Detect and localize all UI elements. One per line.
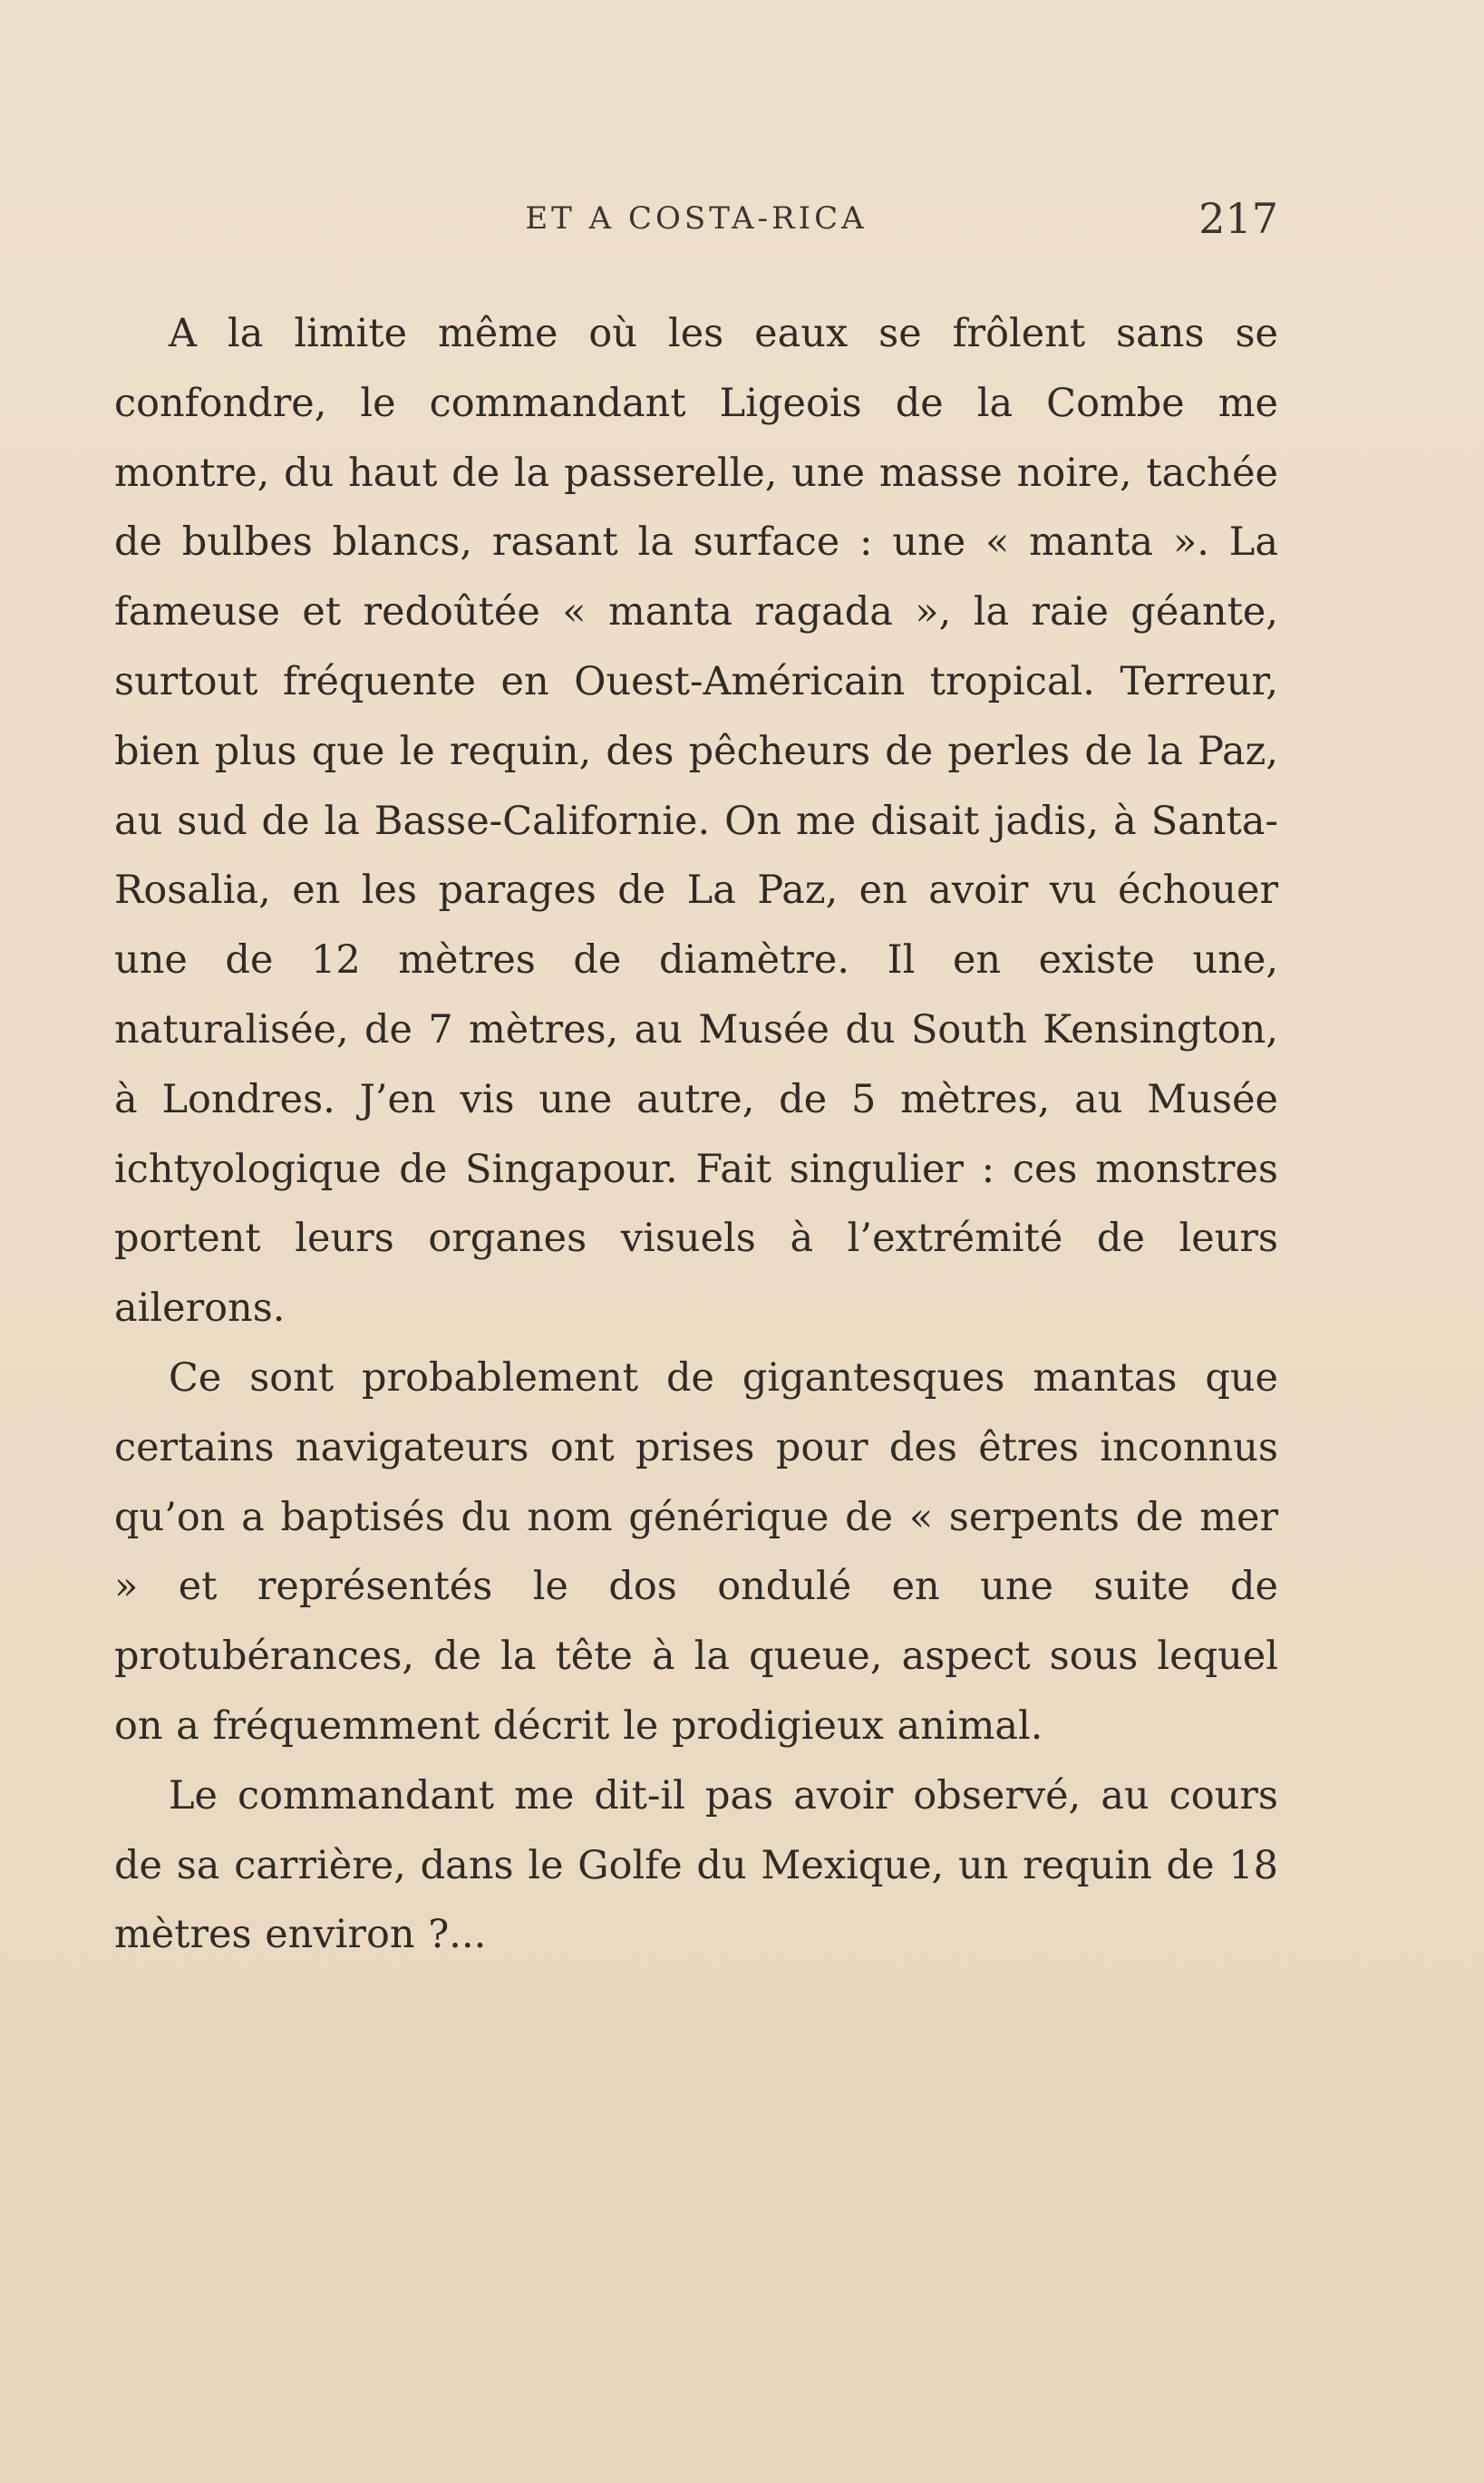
paragraph: Le commandant me dit-il pas avoir observé, au cours de sa carrière, dans le Golfe du Mexique, un requin de 18 mètres environ ?... — [114, 1772, 1278, 1958]
body-text — [114, 299, 1278, 1970]
page-number: 217 — [1198, 194, 1278, 243]
running-title: ET A COSTA-RICA — [525, 200, 868, 237]
paragraph: A la limite même où les eaux se frôlent sans se confondre, le commandant Ligeois de la Combe me montre, du haut de la passerelle, une masse noire, tachée de bulbes blancs, rasant la surface : une « manta ». La fameuse et redoûtée « manta ragada », la raie géante, surtout fréquente en Ouest-Américain tropical. Terreur, bien plus que le requin, des pêcheurs de perles de la Paz, au sud de la Basse-Californie. On me disait jadis, à Santa-Rosalia, en les parages de La Paz, en avoir vu échouer une de 12 mètres de diamètre. Il en existe une, naturalisée, de 7 mètres, au Musée du South Kensington, à Londres. J’en vis une autre, de 5 mètres, au Musée ichtyologique de Singapour. Fait singulier : ces monstres portent leurs organes visuels à l’extrémité de leurs ailerons. — [114, 311, 1278, 1332]
running-head — [114, 189, 1278, 248]
paragraph: Ce sont probablement de gigantesques mantas que certains navigateurs ont prises pour des êtres inconnus qu’on a baptisés du nom générique de « serpents de mer » et représentés le dos ondulé en une suite de protubérances, de la tête à la queue, aspect sous lequel on a fréquemment décrit le prodigieux animal. — [114, 1354, 1278, 1749]
